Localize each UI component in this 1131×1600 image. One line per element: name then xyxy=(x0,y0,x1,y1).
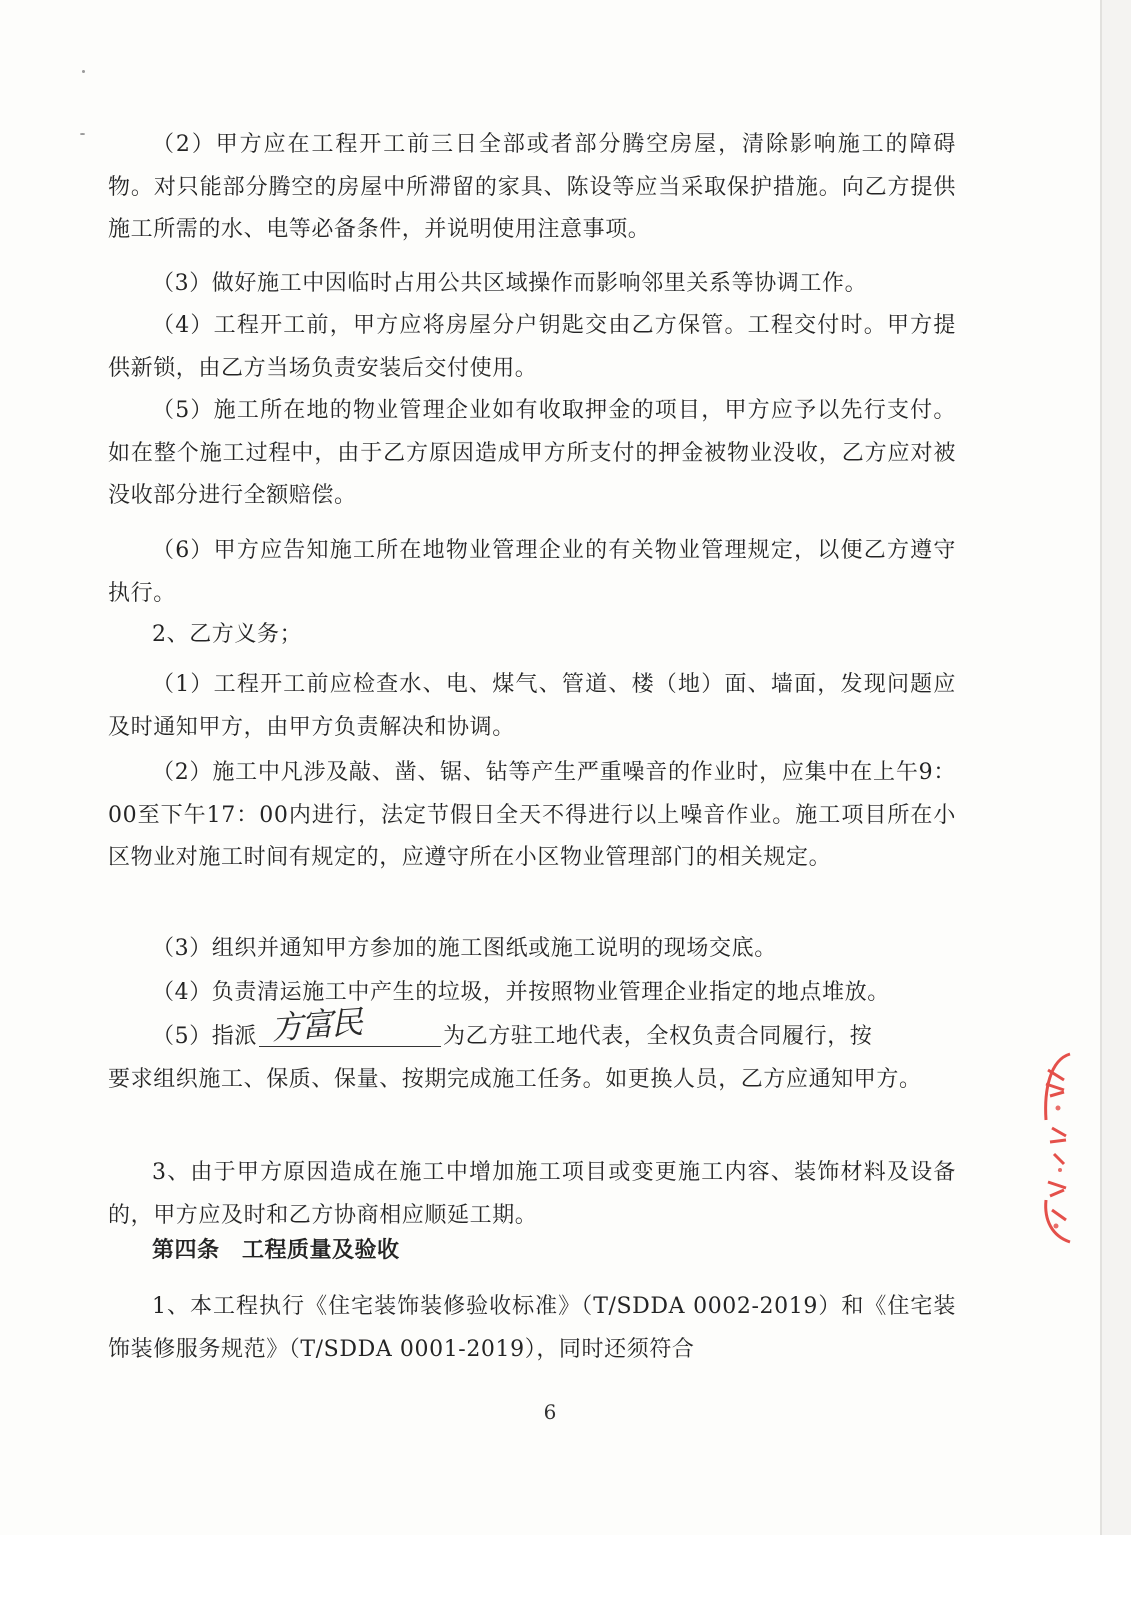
red-seal-stamp-icon xyxy=(1040,1050,1076,1246)
section-heading-article-4: 第四条 工程质量及验收 xyxy=(152,1238,400,1263)
p5-suffix: 为乙方驻工地代表，全权负责合同履行，按 xyxy=(443,1024,873,1049)
scan-speck xyxy=(80,133,85,135)
paragraph-1-4: （4）工程开工前，甲方应将房屋分户钥匙交由乙方保管。工程交付时。甲方提供新锁，由乙方当场负责安装后交付使用。 xyxy=(108,313,956,381)
p5-prefix: （5）指派 xyxy=(152,1024,257,1049)
scan-bottom-margin xyxy=(0,1535,1131,1600)
paragraph-1-6: （6）甲方应告知施工所在地物业管理企业的有关物业管理规定，以便乙方遵守执行。 xyxy=(108,538,956,606)
representative-blank xyxy=(259,1002,441,1048)
paragraph-2-2: （2）施工中凡涉及敲、凿、锯、钻等产生严重噪音的作业时，应集中在上午9：00至下午17：00内进行，法定节假日全天不得进行以上噪音作业。施工项目所在小区物业对施工时间有规定的，应遵守所在小区物业管理部门的相关规定。 xyxy=(108,760,956,870)
paragraph-1-5: （5）施工所在地的物业管理企业如有收取押金的项目，甲方应予以先行支付。如在整个施工过程中，由于乙方原因造成甲方所支付的押金被物业没收，乙方应对被没收部分进行全额赔偿。 xyxy=(108,398,956,508)
paragraph-1-3: （3）做好施工中因临时占用公共区域操作而影响邻里关系等协调工作。 xyxy=(152,271,868,296)
paragraph-1-2: （2）甲方应在工程开工前三日全部或者部分腾空房屋，清除影响施工的障碍物。对只能部分腾空的房屋中所滞留的家具、陈设等应当采取保护措施。向乙方提供施工所需的水、电等必备条件，并说明使用注意事项。 xyxy=(108,132,956,242)
paragraph-acceptance-standards: 1、本工程执行《住宅装饰装修验收标准》（T/SDDA 0002-2019）和《住宅装饰装修服务规范》（T/SDDA 0001-2019），同时还须符合 xyxy=(108,1294,956,1362)
paragraph-2-5-rest: 要求组织施工、保质、保量、按期完成施工任务。如更换人员，乙方应通知甲方。 xyxy=(108,1067,922,1092)
paragraph-item-3: 3、由于甲方原因造成在施工中增加施工项目或变更施工内容、装饰材料及设备的，甲方应及时和乙方协商相应顺延工期。 xyxy=(108,1160,956,1228)
section-party-b-duties: 2、乙方义务； xyxy=(152,622,303,647)
handwritten-signature: 方富民 xyxy=(269,1002,363,1048)
paragraph-2-4: （4）负责清运施工中产生的垃圾，并按照物业管理企业指定的地点堆放。 xyxy=(152,980,890,1005)
paragraph-2-1: （1）工程开工前应检查水、电、煤气、管道、楼（地）面、墙面，发现问题应及时通知甲方，由甲方负责解决和协调。 xyxy=(108,672,956,740)
paragraph-2-5-line1 xyxy=(108,1002,956,1059)
page-number: 6 xyxy=(543,1400,557,1424)
paragraph-2-3: （3）组织并通知甲方参加的施工图纸或施工说明的现场交底。 xyxy=(152,936,777,961)
scan-speck xyxy=(82,70,85,73)
